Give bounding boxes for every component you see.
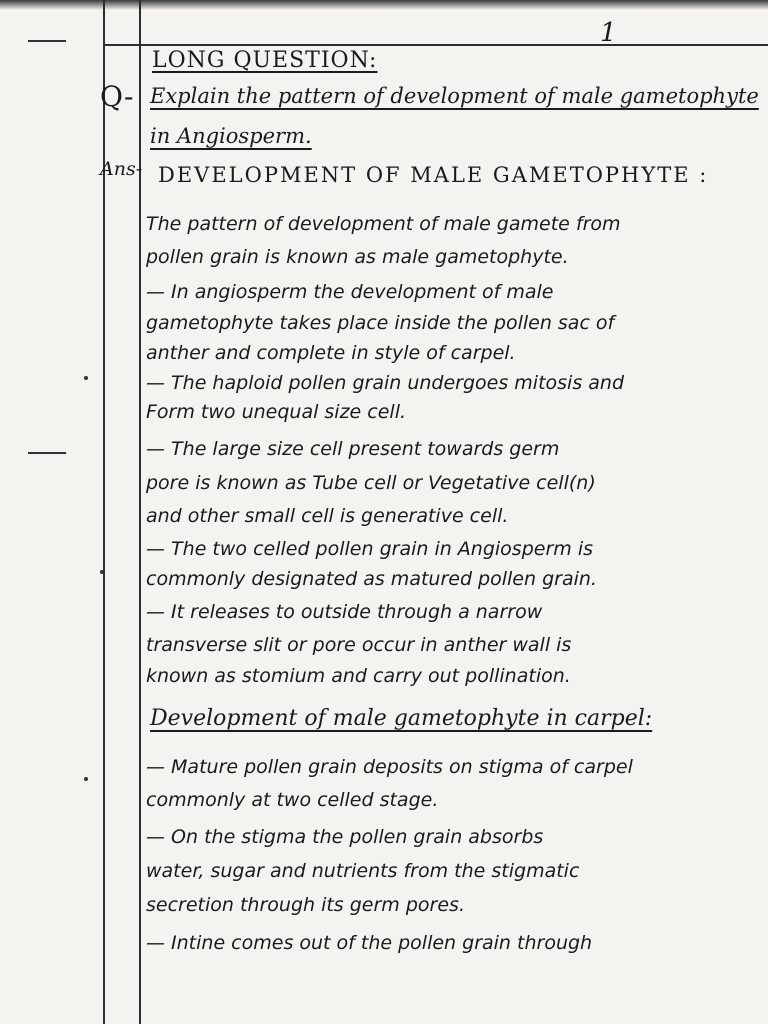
body-line: pollen grain is known as male gametophyte. <box>146 246 569 268</box>
body-line: commonly designated as matured pollen grain. <box>146 568 597 590</box>
body-line: transverse slit or pore occur in anther wall is <box>146 634 572 656</box>
long-question-heading: LONG QUESTION: <box>152 48 378 73</box>
body-line: secretion through its germ pores. <box>146 894 465 916</box>
question-marker: Q- <box>100 80 134 113</box>
body-line: — In angiosperm the development of male <box>146 281 554 303</box>
margin-line-right <box>139 0 141 1024</box>
body-line: — On the stigma the pollen grain absorbs <box>146 826 544 848</box>
body-line: — It releases to outside through a narrow <box>146 601 543 623</box>
margin-dot <box>84 777 88 781</box>
top-rule-line <box>103 44 768 46</box>
body-line: gametophyte takes place inside the pollen sac of <box>146 312 615 334</box>
body-line: — The large size cell present towards germ <box>146 438 560 460</box>
body-line: — The haploid pollen grain undergoes mitosis and <box>146 372 625 394</box>
answer-heading: DEVELOPMENT OF MALE GAMETOPHYTE : <box>158 163 709 187</box>
margin-line-left <box>103 0 105 1024</box>
body-line: — Intine comes out of the pollen grain through <box>146 932 593 954</box>
question-line: Explain the pattern of development of male gametophyte <box>150 84 759 108</box>
answer-marker: Ans- <box>100 158 143 180</box>
carpel-development-subheading: Development of male gametophyte in carpel: <box>150 706 653 731</box>
body-line: water, sugar and nutrients from the stigmatic <box>146 860 580 882</box>
body-line: anther and complete in style of carpel. <box>146 342 516 364</box>
page-top-shadow <box>0 0 768 10</box>
page-number: 1 <box>600 18 617 48</box>
body-line: known as stomium and carry out pollination. <box>146 665 571 687</box>
margin-dot <box>100 570 104 574</box>
body-line: Form two unequal size cell. <box>146 401 407 423</box>
margin-tick <box>28 40 66 42</box>
question-line: in Angiosperm. <box>150 124 312 148</box>
body-line: and other small cell is generative cell. <box>146 505 509 527</box>
body-line: The pattern of development of male gamete from <box>146 213 621 235</box>
margin-dot <box>84 376 88 380</box>
body-line: — The two celled pollen grain in Angiosperm is <box>146 538 593 560</box>
body-line: — Mature pollen grain deposits on stigma of carpel <box>146 756 633 778</box>
body-line: commonly at two celled stage. <box>146 789 439 811</box>
body-line: pore is known as Tube cell or Vegetative cell(n) <box>146 472 596 494</box>
margin-tick <box>28 452 66 454</box>
